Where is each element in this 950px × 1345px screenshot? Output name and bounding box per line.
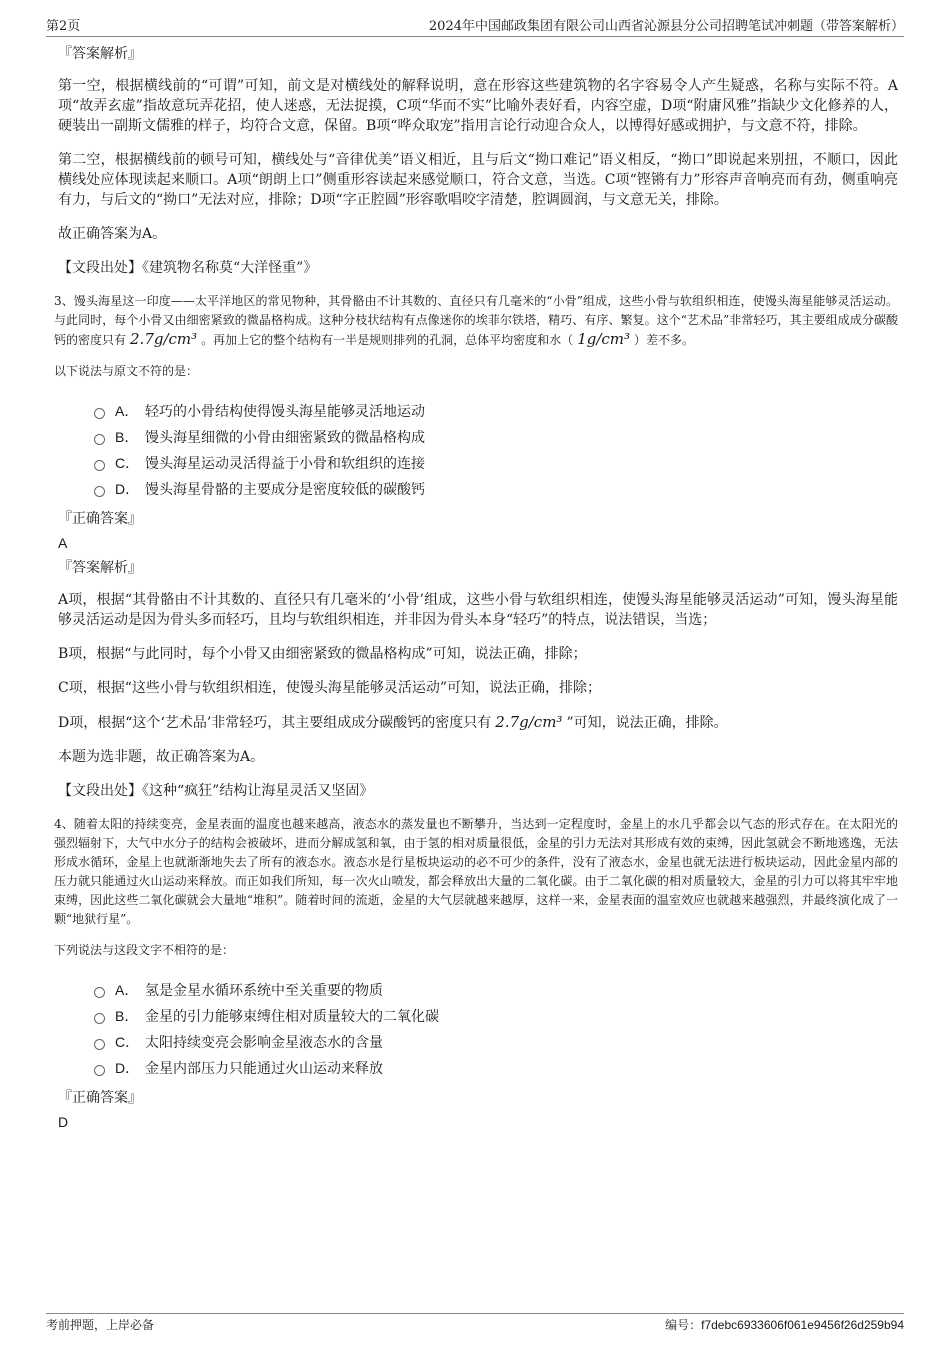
correct-answer: D: [58, 1114, 69, 1130]
option-b[interactable]: [94, 424, 898, 450]
radio-icon[interactable]: [94, 1065, 105, 1076]
option-b[interactable]: [94, 1003, 898, 1029]
density-formula: 2.7g/cm³: [130, 330, 198, 348]
option-text: 馒头海星细微的小骨由细密紧致的微晶格构成: [145, 430, 425, 446]
answer-label: 『正确答案』: [58, 511, 142, 527]
analysis-label: 『答案解析』: [58, 46, 142, 62]
analysis-paragraph: A项，根据“其骨骼由不计其数的、直径只有几毫米的‘小骨’组成，这些小骨与软组织相连，使馒头海星能够灵活运动”可知，馒头海星能够灵活运动是因为骨头多而轻巧，且均与软组织相连，并非因为骨头本身“轻巧”的特点，说法错误，当选；: [58, 592, 898, 628]
correct-answer: A: [58, 535, 68, 551]
stem-text: ）差不多。: [634, 333, 695, 347]
option-a[interactable]: [94, 398, 898, 424]
analysis-paragraph: [58, 712, 898, 733]
document-code: 编号：f7debc6933606f061e9456f26d259b94: [665, 1318, 904, 1332]
option-d[interactable]: [94, 1055, 898, 1081]
conclusion: 本题为选非题，故正确答案为A。: [58, 749, 265, 765]
stem-text: 。再加上它的整个结构有一半是规则排列的孔洞，总体平均密度和水（: [201, 333, 574, 347]
option-letter: C．: [115, 1034, 140, 1050]
question-prompt: 下列说法与这段文字不相符的是：: [54, 943, 235, 957]
option-list: [94, 398, 898, 502]
option-letter: D．: [115, 481, 140, 497]
density-formula: 2.7g/cm³: [495, 713, 563, 731]
option-text: 太阳持续变亮会影响金星液态水的含量: [145, 1035, 383, 1051]
source-citation: 【文段出处】《建筑物名称莫“大洋怪重”》: [58, 260, 318, 276]
option-a[interactable]: [94, 977, 898, 1003]
answer-label: 『正确答案』: [58, 1090, 142, 1106]
option-letter: B．: [115, 1008, 139, 1024]
page-number: 第2页: [46, 19, 81, 34]
document-title: 2024年中国邮政集团有限公司山西省沁源县分公司招聘笔试冲刺题（带答案解析）: [428, 19, 904, 34]
option-text: 馒头海星运动灵活得益于小骨和软组织的连接: [145, 456, 425, 472]
analysis-paragraph: B项，根据“与此同时，每个小骨又由细密紧致的微晶格构成”可知，说法正确，排除；: [58, 646, 587, 662]
radio-icon[interactable]: [94, 486, 105, 497]
footer-slogan: 考前押题，上岸必备: [46, 1318, 155, 1332]
analysis-paragraph: 第一空，根据横线前的“可谓”可知，前文是对横线处的解释说明，意在形容这些建筑物的名字容易令人产生疑惑，名称与实际不符。A项“故弄玄虚”指故意玩弄花招，使人迷惑，无法捉摸，C项“华而不实”比喻外表好看，内容空虚，D项“附庸风雅”指缺少文化修养的人，硬装出一副斯文儒雅的样子，均符合文意，保留。B项“哗众取宠”指用言论行动迎合众人，以博得好感或拥护，与文意不符，排除。: [58, 78, 898, 134]
question-prompt: 以下说法与原文不符的是：: [54, 364, 199, 378]
explanation-text: ”可知，说法正确，排除。: [566, 715, 728, 731]
question-stem: 4、随着太阳的持续变亮，金星表面的温度也越来越高，液态水的蒸发量也不断攀升，当达到一定程度时，金星上的水几乎都会以气态的形式存在。在太阳光的强烈辐射下，大气中水分子的结构会被破坏，进而分解成氢和氧，由于氢的相对质量很低，金星的引力无法对其形成有效的束缚，因此氢就会不断地逃逸，无法形成水循环，金星上也就渐渐地失去了所有的液态水。液态水是行星板块运动的必不可少的条件，没有了液态水，金星也就无法进行板块运动，因此金星内部的压力就只能通过火山运动来释放。而正如我们所知，每一次火山喷发，都会释放出大量的二氧化碳。由于二氧化碳的相对质量较大，金星的引力可以将其牢牢地束缚，因此这些二氧化碳就会大量地“堆积”。随着时间的流逝，金星的大气层就越来越厚，这样一来，金星表面的温室效应也就越来越强烈，并最终演化成了一颗“地狱行星”。: [54, 817, 898, 926]
page-header: [46, 14, 904, 37]
page-footer: [46, 1313, 904, 1336]
option-text: 馒头海星骨骼的主要成分是密度较低的碳酸钙: [145, 482, 425, 498]
option-letter: B．: [115, 429, 139, 445]
option-letter: A．: [115, 982, 139, 998]
option-letter: D．: [115, 1060, 140, 1076]
analysis-paragraph: 第二空，根据横线前的顿号可知，横线处与“音律优美”语义相近，且与后文“拗口难记”语义相反，“拗口”即说起来别扭，不顺口，因此横线处应体现读起来顺口。A项“朗朗上口”侧重形容读起来感觉顺口，符合文意，当选。C项“铿锵有力”形容声音响亮而有劲，侧重响亮有力，与后文的“拗口”无法对应，排除；D项“字正腔圆”形容歌唱咬字清楚，腔调圆润，与文意无关，排除。: [58, 152, 898, 208]
analysis-label: 『答案解析』: [58, 560, 142, 576]
radio-icon[interactable]: [94, 408, 105, 419]
option-text: 金星内部压力只能通过火山运动来释放: [145, 1061, 383, 1077]
option-text: 轻巧的小骨结构使得馒头海星能够灵活地运动: [145, 404, 425, 420]
question-stem: [54, 292, 898, 350]
option-c[interactable]: [94, 450, 898, 476]
radio-icon[interactable]: [94, 1039, 105, 1050]
radio-icon[interactable]: [94, 434, 105, 445]
option-c[interactable]: [94, 1029, 898, 1055]
analysis-paragraph: C项，根据“这些小骨与软组织相连，使馒头海星能够灵活运动”可知，说法正确，排除；: [58, 680, 602, 696]
option-d[interactable]: [94, 476, 898, 502]
option-text: 金星的引力能够束缚住相对质量较大的二氧化碳: [145, 1009, 439, 1025]
stem-text: 3、馒头海星这一印度——太平洋地区的常见物种，其骨骼由不计其数的、直径只有几毫米的“小骨”组成，这些小骨与软组织相连，使馒头海星能够灵活运动。与此同时，每个小骨又由细密紧致的微晶格构成。这种分枝状结构有点像迷你的埃菲尔铁塔，精巧、有序、繁复。这个“艺术品”非常轻巧，其主要组成成分碳酸钙的密度只有: [54, 294, 898, 347]
option-letter: C．: [115, 455, 140, 471]
source-citation: 【文段出处】《这种“疯狂”结构让海星灵活又坚固》: [58, 783, 374, 799]
radio-icon[interactable]: [94, 460, 105, 471]
option-list: [94, 977, 898, 1081]
radio-icon[interactable]: [94, 987, 105, 998]
page-content: [54, 44, 898, 1137]
explanation-text: D项，根据“这个‘艺术品’非常轻巧，其主要组成成分碳酸钙的密度只有: [58, 715, 492, 731]
radio-icon[interactable]: [94, 1013, 105, 1024]
option-text: 氢是金星水循环系统中至关重要的物质: [145, 983, 383, 999]
conclusion: 故正确答案为A。: [58, 226, 167, 242]
option-letter: A．: [115, 403, 139, 419]
density-formula: 1g/cm³: [577, 330, 631, 348]
